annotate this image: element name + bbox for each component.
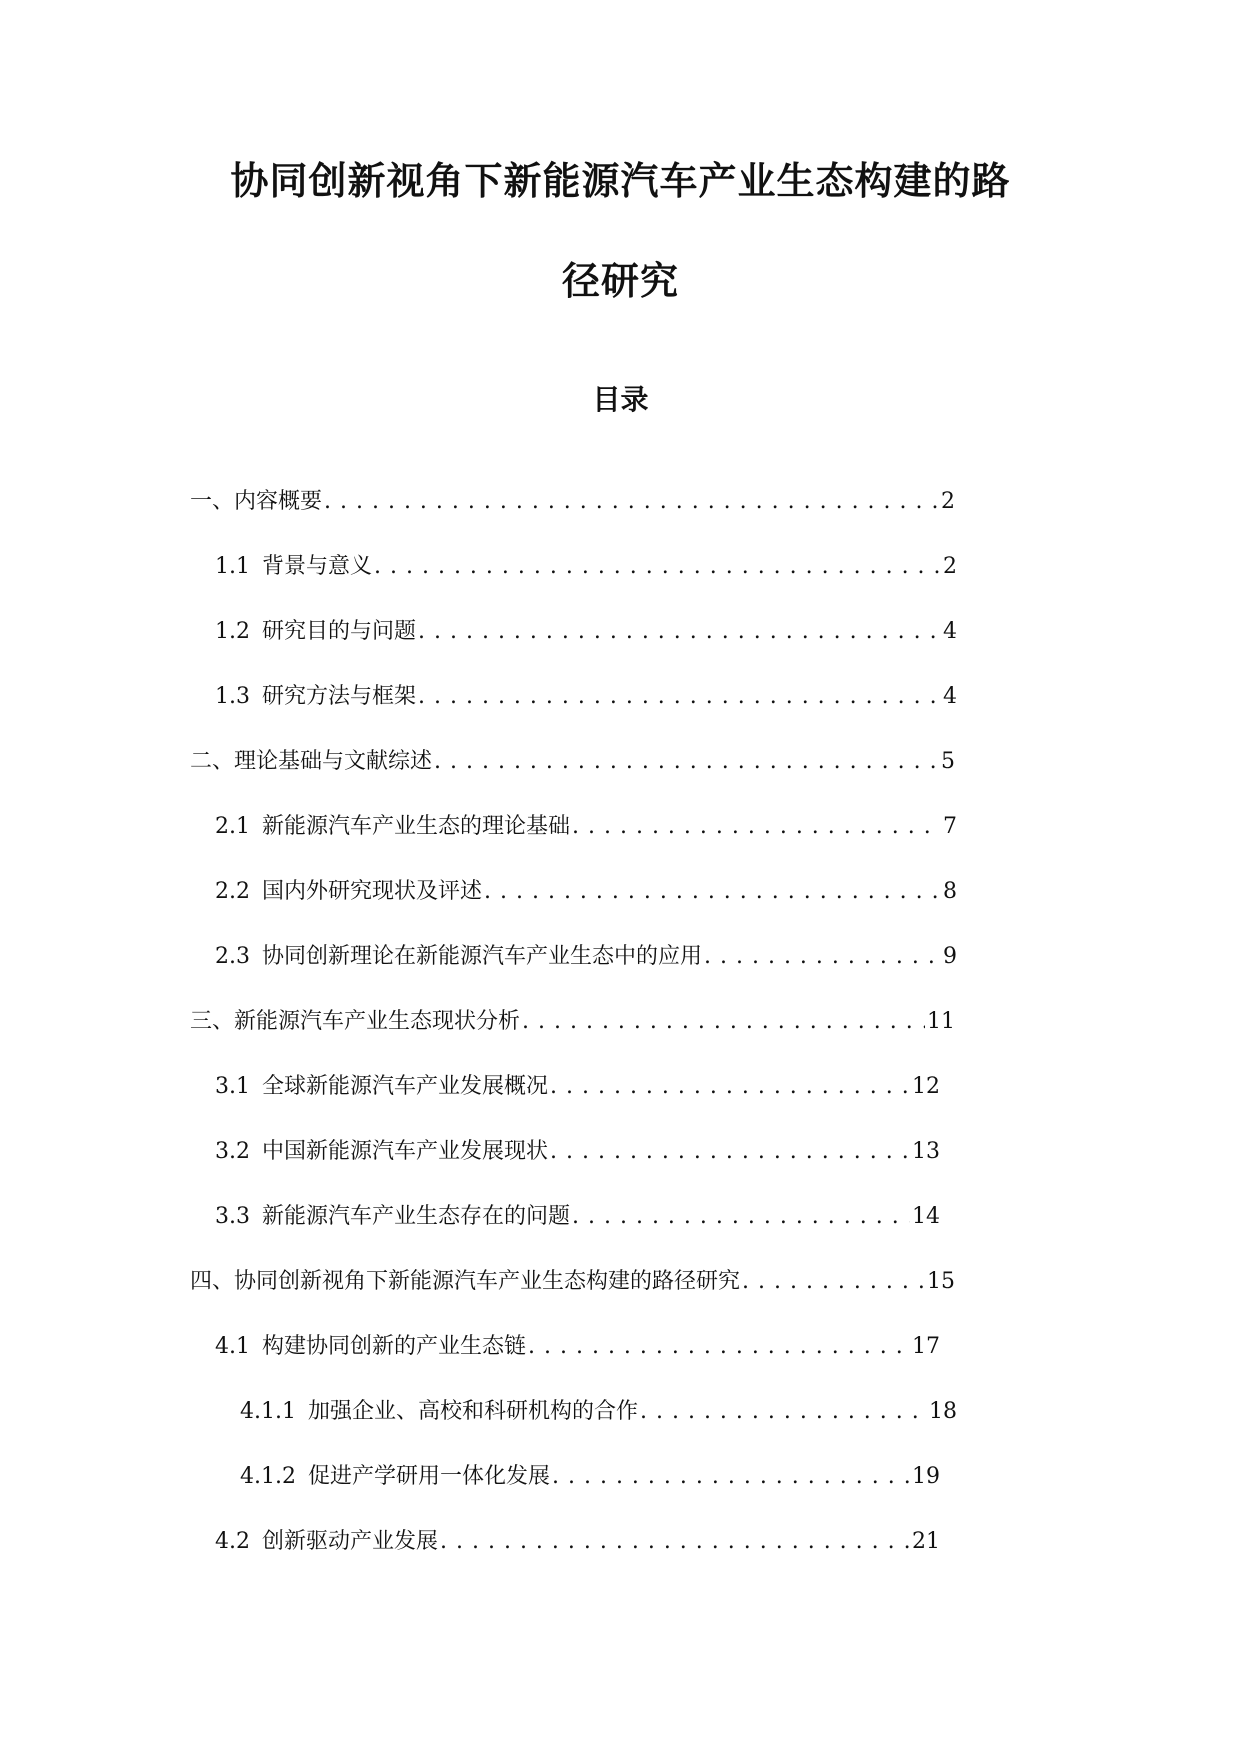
toc-leader-dots <box>418 616 941 648</box>
toc-leader-dots <box>324 486 939 518</box>
toc-entry-page: 5 <box>941 749 955 774</box>
toc-entry-page: 4 <box>943 619 957 644</box>
toc-entry-number: 1.1 <box>215 554 250 579</box>
toc-entry-page: 18 <box>929 1399 957 1424</box>
toc-entry-page: 15 <box>927 1269 955 1294</box>
toc-entry-text: 一、内容概要 <box>190 489 323 514</box>
toc-entry-text: 新能源汽车产业生态的理论基础 <box>262 814 571 839</box>
toc-entry-page: 12 <box>912 1074 940 1099</box>
toc-entry-text: 新能源汽车产业生态存在的问题 <box>262 1204 571 1229</box>
toc-entry-number: 2.1 <box>215 814 250 839</box>
toc-leader-dots <box>440 1526 910 1558</box>
toc-entry-page: 2 <box>943 554 957 579</box>
toc-entry-text: 协同创新理论在新能源汽车产业生态中的应用 <box>262 944 703 969</box>
toc-leader-dots <box>550 1071 910 1103</box>
toc-entry-text: 背景与意义 <box>262 554 373 579</box>
toc-leader-dots <box>374 551 941 583</box>
document-title-line1: 协同创新视角下新能源汽车产业生态构建的路 <box>230 159 1011 203</box>
toc-leader-dots <box>572 811 941 843</box>
toc-entry-page: 14 <box>912 1204 940 1229</box>
toc-entry-page: 4 <box>943 684 957 709</box>
toc-entry[interactable] <box>215 941 957 973</box>
toc-entry-page: 8 <box>943 879 957 904</box>
toc-entry-text: 中国新能源汽车产业发展现状 <box>262 1139 549 1164</box>
toc-entry[interactable] <box>190 746 955 778</box>
toc-entry[interactable] <box>240 1461 940 1493</box>
document-title-line2: 径研究 <box>561 259 679 303</box>
toc-entry-number: 3.2 <box>215 1139 250 1164</box>
toc-entry[interactable] <box>215 681 957 713</box>
toc-entry-number: 4.2 <box>215 1529 250 1554</box>
toc-entry[interactable] <box>190 486 955 518</box>
toc-leader-dots <box>640 1396 927 1428</box>
toc-entry-text: 促进产学研用一体化发展 <box>307 1464 550 1489</box>
toc-leader-dots <box>484 876 941 908</box>
toc-entry-page: 7 <box>943 814 957 839</box>
toc-entry[interactable] <box>215 1071 940 1103</box>
toc-entry[interactable] <box>215 1331 940 1363</box>
toc-entry[interactable] <box>215 1526 940 1558</box>
toc-entry-text: 研究方法与框架 <box>262 684 417 709</box>
toc-entry-text: 加强企业、高校和科研机构的合作 <box>307 1399 638 1424</box>
toc-entry[interactable] <box>215 1136 940 1168</box>
toc-entry-page: 21 <box>912 1529 940 1554</box>
toc-entry[interactable] <box>190 1266 955 1298</box>
toc-entry[interactable] <box>215 811 957 843</box>
toc-entry-number: 4.1.2 <box>240 1464 296 1489</box>
toc-entry[interactable] <box>240 1396 957 1428</box>
toc-entry-page: 11 <box>927 1009 955 1034</box>
toc-leader-dots <box>528 1331 910 1363</box>
toc-entry-page: 17 <box>912 1334 940 1359</box>
toc-entry-number: 4.1.1 <box>240 1399 296 1424</box>
toc-entry-page: 2 <box>941 489 955 514</box>
toc-entry-number: 4.1 <box>215 1334 250 1359</box>
toc-entry[interactable] <box>215 876 957 908</box>
toc-entry[interactable] <box>215 616 957 648</box>
toc-entry-number: 1.2 <box>215 619 250 644</box>
toc-entry-text: 创新驱动产业发展 <box>262 1529 439 1554</box>
toc-entry-page: 19 <box>912 1464 940 1489</box>
toc-entry-number: 1.3 <box>215 684 250 709</box>
toc-entry-number: 2.2 <box>215 879 250 904</box>
toc-entry-number: 3.1 <box>215 1074 250 1099</box>
toc-leader-dots <box>552 1461 910 1493</box>
toc-leader-dots <box>704 941 941 973</box>
toc-entry-text: 研究目的与问题 <box>262 619 417 644</box>
toc-entry-text: 构建协同创新的产业生态链 <box>262 1334 527 1359</box>
toc-entry-number: 3.3 <box>215 1204 250 1229</box>
toc-entry-text: 二、理论基础与文献综述 <box>190 749 433 774</box>
toc-entry-page: 13 <box>912 1139 940 1164</box>
toc-entry-text: 全球新能源汽车产业发展概况 <box>262 1074 549 1099</box>
toc-entry-text: 四、协同创新视角下新能源汽车产业生态构建的路径研究 <box>190 1269 741 1294</box>
toc-leader-dots <box>418 681 941 713</box>
toc-entry-text: 国内外研究现状及评述 <box>262 879 483 904</box>
toc-leader-dots <box>550 1136 910 1168</box>
toc-heading: 目录 <box>592 383 649 416</box>
toc-leader-dots <box>522 1006 925 1038</box>
toc-entry-page: 9 <box>943 944 957 969</box>
toc-leader-dots <box>742 1266 925 1298</box>
toc-entry[interactable] <box>215 1201 940 1233</box>
toc-entry-number: 2.3 <box>215 944 250 969</box>
toc-entry-text: 三、新能源汽车产业生态现状分析 <box>190 1009 521 1034</box>
toc-leader-dots <box>572 1201 910 1233</box>
toc-leader-dots <box>434 746 939 778</box>
toc-entry[interactable] <box>190 1006 955 1038</box>
toc-entry[interactable] <box>215 551 957 583</box>
